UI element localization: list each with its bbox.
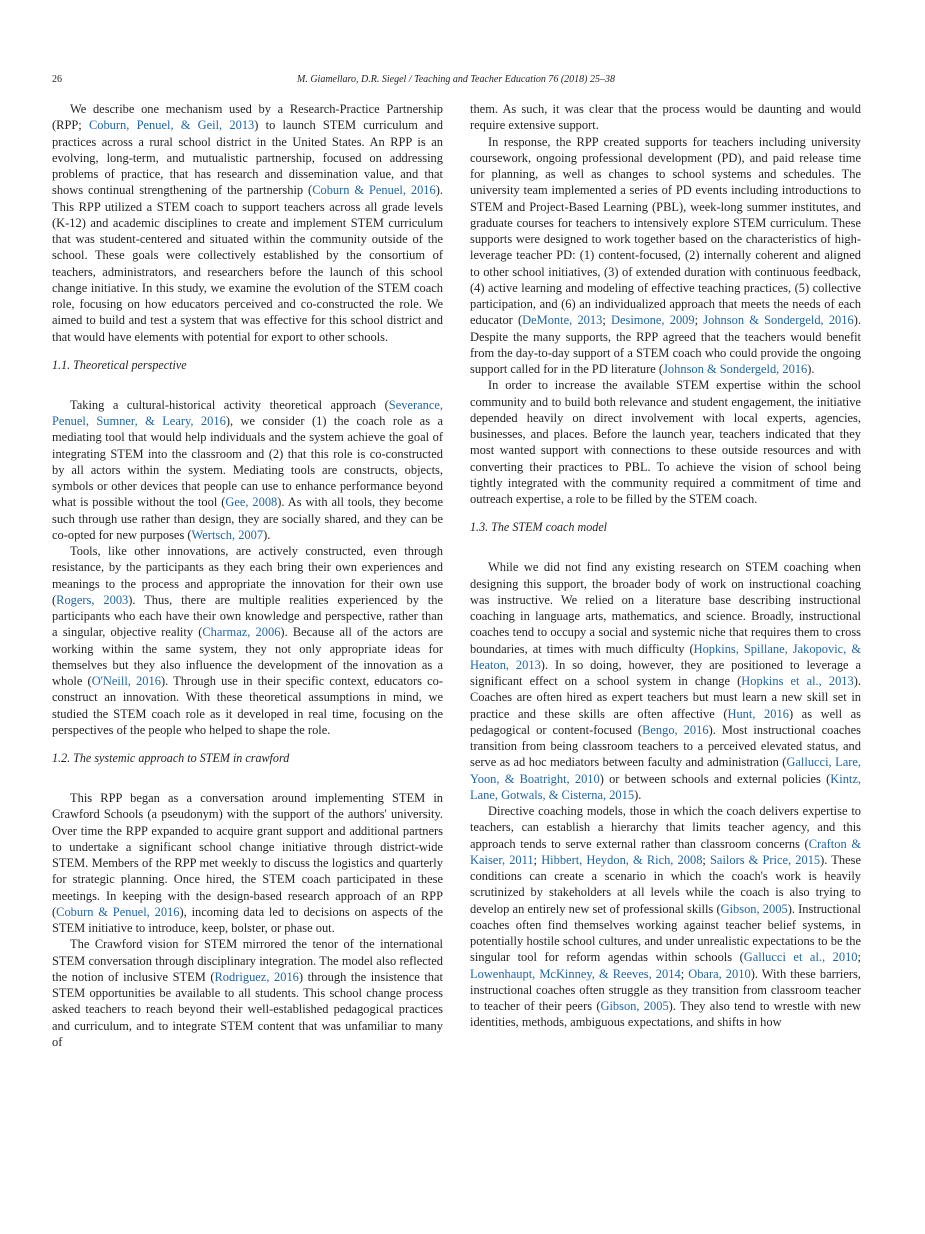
paragraph-text: ). Because all of the actors are working within the same system, they not only appropriate ideas for themselves but they also influence the development of the innovation as a whole (	[52, 625, 443, 688]
paragraph-text: Tools, like other innovations, are actively constructed, even through resistance, by the participants as they each bring their own experiences and meanings to the process and appropriate the innovation for their own use (	[52, 544, 443, 607]
paragraph-text: ) through the insistence that STEM opportunities be available to all students. This school change process asked teachers to reach beyond their well-established pedagogical practices and curriculum, and to integrate STEM content that was unfamiliar to many of	[52, 969, 443, 1049]
paragraph-text: In response, the RPP created supports for teachers including university coursework, ongoing professional development (PD), and paid release time for planning, as well as changes to school systems and schedules. The university team implemented a series of PD events including introductions to STEM and Project-Based Learning (PBL), week-long summer institutes, and graduate courses for teachers to intensively explore STEM curriculum. These supports were designed to work together based on the characteristics of high-leverage teacher PD: (1) content-focused, (2) internally coherent and aligned to other school initiatives, (3) of extended duration with continuous feedback, (4) active learning and modeling of effective teaching practices, (5) collective participation, and (6) an individualized approach that meets the needs of each educator (	[470, 134, 861, 328]
paragraph-text: Directive coaching models, those in which the coach delivers expertise to teachers, can establish a hierarchy that limits teacher agency, and this approach tends to serve external rather than classroom concerns (	[470, 804, 861, 851]
paragraph-text: ). Despite the many supports, the RPP agreed that the teachers would benefit from the day-to-day support of a STEM coach who could provide the ongoing support called for in the PD literature (	[470, 313, 861, 376]
citation-link[interactable]: Hibbert, Heydon, & Rich, 2008	[541, 852, 703, 867]
paragraph-text: ) as well as pedagogical or content-focused (	[470, 706, 862, 737]
citation-link[interactable]: Rodriguez, 2016	[214, 969, 299, 984]
paragraph-text: ). They also tend to wrestle with new identities, methods, ambiguous expectations, and shifts in how	[470, 999, 862, 1030]
intro-paragraph	[52, 101, 443, 345]
response-paragraph	[470, 134, 861, 378]
citation-link[interactable]: Hunt, 2016	[727, 706, 789, 721]
citation-link[interactable]: Crafton & Kaiser, 2011	[470, 836, 862, 867]
citation-link[interactable]: Gallucci et al., 2010	[743, 950, 858, 965]
citation-link[interactable]: Wertsch, 2007	[191, 527, 264, 542]
paragraph-text: ). Most instructional coaches transition from being classroom teachers to a perceived elevated status, and serve as ad hoc mediators between faculty and administration (	[470, 722, 861, 770]
citation-link[interactable]: Coburn & Penuel, 2016	[56, 904, 180, 919]
paragraph-text: ). These conditions can create a scenario in which the coach's work is heavily scrutinized by stakeholders at all levels while the coach is also trying to develop an entirely new set of professional skills (	[470, 852, 861, 916]
paragraph-text: Taking a cultural-historical activity theoretical approach (	[70, 397, 389, 412]
paragraph-text: ). Coaches are often hired as expert teachers but must learn a new skill set in practice and these skills are often affective (	[470, 674, 862, 721]
citation-link[interactable]: Gee, 2008	[225, 495, 278, 510]
citation-link[interactable]: Coburn & Penuel, 2016	[312, 183, 436, 198]
paragraph-text: ) to launch STEM curriculum and practices across a rural school district in the United States. An RPP is an evolving, long-term, and mutualistic partnership, focused on addressing problems of practice, that has research and dissemination value, and that shows continual strengthening of the partnership (	[52, 118, 443, 198]
model-paragraph-1	[470, 559, 861, 803]
citation-link[interactable]: O'Neill, 2016	[91, 674, 161, 688]
citation-link[interactable]: Desimone, 2009	[610, 313, 695, 328]
paragraph-text: ;	[680, 966, 689, 981]
citation-link[interactable]: Johnson & Sondergeld, 2016	[663, 362, 808, 376]
citation-link[interactable]: DeMonte, 2013	[522, 313, 603, 328]
citation-link[interactable]: Hopkins, Spillane, Jakopovic, & Heaton, 2013	[470, 641, 861, 672]
citation-link[interactable]: Gallucci, Lare, Yoon, & Boatright, 2010	[470, 755, 861, 786]
section-heading-theoretical-perspective: 1.1. Theoretical perspective	[52, 357, 187, 372]
running-header	[52, 72, 860, 88]
paragraph-text: ). As with all tools, they become such through use rather than design, they are socially shared, and they can be co-opted for new purposes (	[52, 495, 443, 542]
citation-link[interactable]: Lowenhaupt, McKinney, & Reeves, 2014	[470, 966, 681, 981]
paragraph-text: ;	[702, 852, 710, 867]
paragraph-text: ). This RPP utilized a STEM coach to support teachers across all grade levels (K-12) and academic disciplines to create and implement STEM curriculum that was student-centered and situated within the community outside of the school. These goals were collectively established by the consortium of teachers, administrators, and researchers before the launch of this school change initiative. In this study, we examine the evolution of the STEM coach role, focusing on how educators perceived and co-constructed the role. We aimed to build and test a system that was effective for this school district and that would have elements with potential for export to other schools.	[52, 183, 443, 344]
paragraph-text: ). With these barriers, instructional coaches often struggle as they transition from classroom teacher to teacher of their peers (	[470, 966, 861, 1013]
citation-link[interactable]: Sailors & Price, 2015	[710, 852, 821, 867]
paragraph-text: ), incoming data led to decisions on aspects of the STEM initiative to introduce, keep, bolster, or phase out.	[52, 904, 443, 935]
citation-link[interactable]: Hopkins et al., 2013	[741, 674, 854, 688]
paragraph-text: ). In so doing, however, they are positioned to leverage a significant effect on a school system in change (	[470, 657, 861, 688]
citation-link[interactable]: Bengo, 2016	[642, 722, 709, 737]
paragraph-text: ). Instructional coaches often find themselves working against teacher belief systems, in potentially hostile school cultures, and under unrealistic expectations to be the singular tool for reform agendas within schools (	[470, 901, 861, 965]
theory-paragraph-2	[52, 543, 443, 738]
increase-paragraph	[470, 377, 861, 507]
paragraph-text: ). Thus, there are multiple realities experienced by the participants who each have their own knowledge and perspective, rather than a singular, objective reality (	[52, 592, 443, 640]
paragraph-text: ).	[634, 787, 642, 802]
continued-paragraph	[470, 101, 861, 134]
citation-link[interactable]: Severance, Penuel, Sumner, & Leary, 2016	[52, 397, 443, 428]
right-column	[470, 101, 861, 1031]
paragraph-text: While we did not find any existing research on STEM coaching when designing this support, the broader body of work on instructional coaching was instructive. We relied on a literature base describing instructional coaching in language arts, mathematics, and science. Broadly, instructional coaches tend to occupy a social and systemic niche that requires them to cross boundaries, at times with much difficulty (	[470, 560, 861, 656]
citation-link[interactable]: Johnson & Sondergeld, 2016	[703, 313, 854, 328]
citation-link[interactable]: Rogers, 2003	[56, 592, 129, 607]
paragraph-text: In order to increase the available STEM expertise within the school community and to build both relevance and student engagement, the initiative depended heavily on direct involvement with local experts, agencies, businesses, and places. Before the launch year, teachers indicated that they most wanted support with connections to these outside resources and with converting their practices to PBL. To achieve the vision of school being tightly integrated with the community required a commitment of time and outreach expertise, a role to be filled by the STEM coach.	[470, 378, 861, 506]
page-number: 26	[52, 74, 62, 85]
paragraph-text: ;	[602, 313, 611, 328]
paragraph-text: We describe one mechanism used by a Research-Practice Partnership (RPP;	[52, 102, 443, 133]
citation-link[interactable]: Obara, 2010	[688, 966, 751, 981]
systemic-paragraph-1	[52, 790, 443, 936]
paragraph-text: them. As such, it was clear that the process would be daunting and would require extensive support.	[470, 102, 861, 133]
paragraph-text: The Crawford vision for STEM mirrored the tenor of the international STEM conversation through disciplinary integration. The model also reflected the notion of inclusive STEM (	[52, 937, 443, 984]
paragraph-text: ).	[263, 527, 271, 542]
paragraph-text: ).	[807, 362, 815, 376]
journal-citation-header: M. Giamellaro, D.R. Siegel / Teaching and Teacher Education 76 (2018) 25–38	[296, 74, 616, 85]
paragraph-text: This RPP began as a conversation around implementing STEM in Crawford Schools (a pseudonym) with the support of the authors' university. Over time the RPP expanded to acquire grant support and additional partners to undertake a significant school change initiative through district-wide STEM. Members of the RPP met weekly to discuss the logistics and quarterly for strategic planning. Once hired, the STEM coach participated in these meetings. In keeping with the design-based research approach of an RPP (	[52, 791, 443, 919]
paragraph-text: ) or between schools and external policies (	[599, 771, 831, 786]
paragraph-text: ;	[694, 313, 704, 328]
paragraph-text: ). Through use in their specific context, educators co-construct an innovation. With these theoretical assumptions in mind, we studied the STEM coach role as it developed in real time, focusing on the perspectives of the people who helped to shape the role.	[52, 674, 443, 737]
model-paragraph-2	[470, 803, 861, 1031]
section-heading-systemic-approach: 1.2. The systemic approach to STEM in crawford	[52, 751, 290, 765]
systemic-paragraph-2	[52, 936, 443, 1050]
section-heading-stem-coach-model: 1.3. The STEM coach model	[470, 520, 608, 535]
citation-link[interactable]: Kintz, Lane, Gotwals, & Cisterna, 2015	[470, 771, 861, 802]
citation-link[interactable]: Charmaz, 2006	[202, 625, 281, 640]
paragraph-text: ;	[533, 852, 542, 867]
citation-link[interactable]: Gibson, 2005	[600, 999, 669, 1013]
left-column	[52, 101, 443, 1050]
paragraph-text: ;	[857, 950, 861, 965]
citation-link[interactable]: Gibson, 2005	[720, 901, 788, 916]
theory-paragraph-1	[52, 397, 443, 543]
paragraph-text: ), we consider (1) the coach role as a mediating tool that would help individuals and the system achieve the goal of integrating STEM into the classroom and (2) that this role is co-constructed by all actors within the system. Mediating tools are constructs, objects, symbols or other devices that people can use to enhance performance beyond what is possible without the tool (	[52, 414, 443, 510]
citation-link[interactable]: Coburn, Penuel, & Geil, 2013	[88, 118, 255, 133]
